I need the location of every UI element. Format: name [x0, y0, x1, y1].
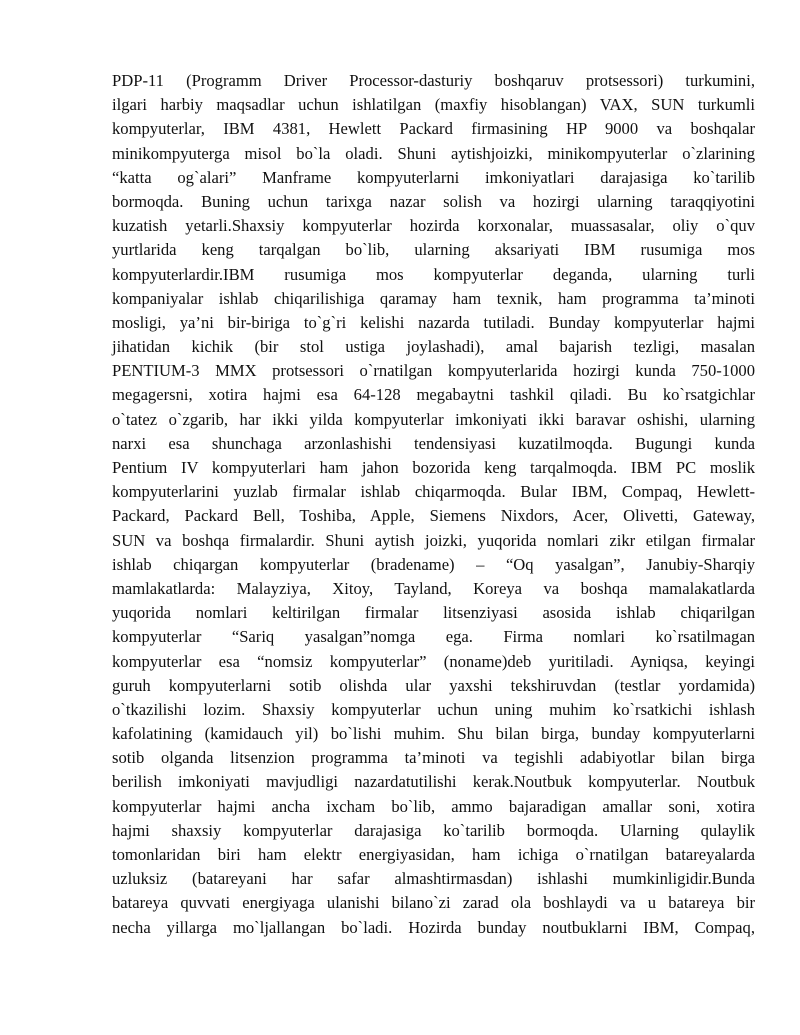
text-line: kompyuterlar, IBM 4381, Hewlett Packard firmasining HP 9000 va boshqalar: [112, 119, 755, 139]
text-line: yuqorida nomlari keltirilgan firmalar litsenziyasi asosida ishlab chiqarilgan: [112, 603, 755, 623]
text-line: minikompyuterga misol bo`la oladi. Shuni aytishjoizki, minikompyuterlar o`zlarining: [112, 143, 755, 163]
text-line: hajmi shaxsiy kompyuterlar darajasiga ko`tarilib bormoqda. Ularning qulaylik: [112, 820, 755, 840]
text-line: megagersni, xotira hajmi esa 64-128 megabaytni tashkil qiladi. Bu ko`rsatgichlar: [112, 385, 755, 405]
text-line: Pentium IV kompyuterlari ham jahon bozorida keng tarqalmoqda. IBM PC moslik: [112, 458, 755, 477]
text-line: ishlab chiqargan kompyuterlar (bradename) – “Oq yasalgan”, Janubiy-Sharqiy: [112, 554, 755, 574]
text-line: SUN va boshqa firmalardir. Shuni aytish joizki, yuqorida nomlari zikr etilgan firmalar: [112, 530, 755, 550]
text-line: berilish imkoniyati mavjudligi nazardatutilishi kerak.Noutbuk kompyuterlar. Noutbuk: [112, 772, 755, 792]
text-line: sotib olganda litsenzion programma ta’minoti va tegishli adabiyotlar bilan birga: [112, 748, 755, 768]
text-line: kompyuterlar esa “nomsiz kompyuterlar” (noname)deb yuritiladi. Ayniqsa, keyingi: [112, 651, 755, 671]
text-line: necha yillarga mo`ljallangan bo`ladi. Hozirda bunday noutbuklarni IBM, Compaq,: [112, 917, 755, 937]
document-body: [112, 69, 755, 940]
text-line: ilgari harbiy maqsadlar uchun ishlatilgan (maxfiy hisoblangan) VAX, SUN turkumli: [112, 95, 755, 115]
text-line: o`tatez o`zgarib, har ikki yilda kompyuterlar imkoniyati ikki baravar oshishi, ularning: [112, 409, 755, 429]
text-line: “katta og`alari” Manframe kompyuterlarni imkoniyatlari darajasiga ko`tarilib: [112, 167, 755, 187]
text-line: mamlakatlarda: Malayziya, Xitoy, Tayland, Koreya va boshqa mamalakatlarda: [112, 578, 755, 598]
text-line: uzluksiz (batareyani har safar almashtirmasdan) ishlashi mumkinligidir.Bunda: [112, 869, 755, 889]
text-line: kompyuterlar “Sariq yasalgan”nomga ega. Firma nomlari ko`rsatilmagan: [112, 627, 755, 647]
text-line: PDP-11 (Programm Driver Processor-dasturiy boshqaruv protsessori) turkumini,: [112, 71, 755, 90]
text-line: narxi esa shunchaga arzonlashishi tendensiyasi kuzatilmoqda. Bugungi kunda: [112, 433, 755, 453]
text-line: tomonlaridan biri ham elektr energiyasidan, ham ichiga o`rnatilgan batareyalarda: [112, 845, 755, 864]
text-line: guruh kompyuterlarni sotib olishda ular yaxshi tekshiruvdan (testlar yordamida): [112, 675, 755, 695]
text-line: kompyuterlardir.IBM rusumiga mos kompyuterlar deganda, ularning turli: [112, 264, 755, 284]
text-line: o`tkazilishi lozim. Shaxsiy kompyuterlar uchun uning muhim ko`rsatkichi ishlash: [112, 699, 755, 719]
text-line: jihatidan kichik (bir stol ustiga joylashadi), amal bajarish tezligi, masalan: [112, 337, 755, 357]
text-line: mosligi, ya’ni bir-biriga to`g`ri kelishi nazarda tutiladi. Bunday kompyuterlar hajmi: [112, 312, 755, 332]
text-line: kompaniyalar ishlab chiqarilishiga qaramay ham texnik, ham programma ta’minoti: [112, 288, 755, 308]
text-line: yurtlarida keng tarqalgan bo`lib, ularning aksariyati IBM rusumiga mos: [112, 240, 755, 260]
text-line: batareya quvvati energiyaga ulanishi bilano`zi zarad ola boshlaydi va u batareya bir: [112, 893, 755, 913]
text-line: Packard, Packard Bell, Toshiba, Apple, Siemens Nixdors, Acer, Olivetti, Gateway,: [112, 506, 755, 526]
text-line: kafolatining (kamidauch yil) bo`lishi muhim. Shu bilan birga, bunday kompyuterlarni: [112, 724, 755, 744]
text-line: bormoqda. Buning uchun tarixga nazar solish va hozirgi ularning taraqqiyotini: [112, 191, 755, 211]
text-line: kompyuterlar hajmi ancha ixcham bo`lib, ammo bajaradigan amallar soni, xotira: [112, 796, 755, 816]
text-line: kompyuterlarini yuzlab firmalar ishlab chiqarmoqda. Bular IBM, Compaq, Hewlett-: [112, 482, 755, 502]
text-line: kuzatish yetarli.Shaxsiy kompyuterlar hozirda korxonalar, muassasalar, oliy o`quv: [112, 216, 755, 236]
text-line: PENTIUM-3 MMX protsessori o`rnatilgan kompyuterlarida hozirgi kunda 750-1000: [112, 361, 755, 381]
